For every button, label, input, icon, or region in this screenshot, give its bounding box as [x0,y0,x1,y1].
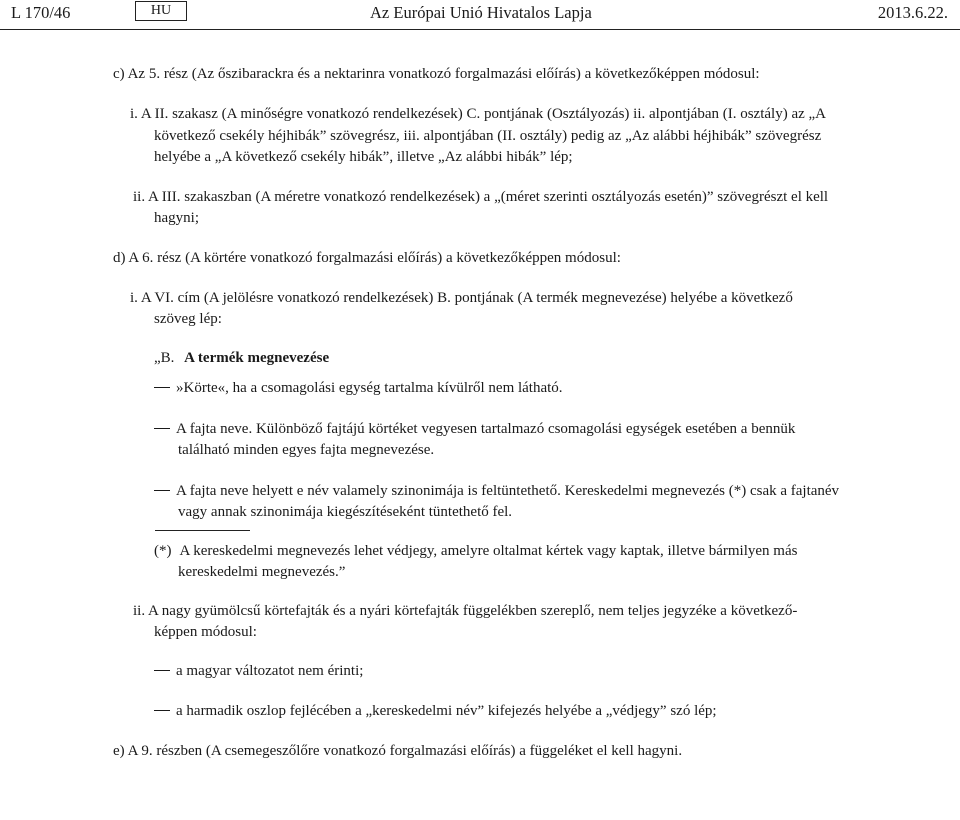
journal-title: Az Európai Unió Hivatalos Lapja [370,3,592,22]
point-e-intro: e) A 9. részben (A csemegeszőlőre vonatkozó forgalmazási előírás) a függeléket el kell hagyni. [113,743,683,759]
d-ii-dash-2-text: a harmadik oszlop fejlécében a „kereskedelmi név” kifejezés helyébe a „védjegy” szó lép; [176,703,717,719]
point-c-i-line1: i. A II. szakasz (A minőségre vonatkozó rendelkezések) C. pontjának (Osztályozás) ii. alpontjában (I. osztály) az „A [130,106,827,122]
footnote-line1 [154,541,797,561]
point-c-i-line3: helyébe a „A következő csekély hibák”, illetve „Az alábbi hibák” lép; [154,149,573,165]
point-c-ii-line1: ii. A III. szakaszban (A méretre vonatkozó rendelkezések) a „(méret szerinti osztályozás esetén)” szövegrészt el kell [133,189,829,205]
dash-item-3-text1: A fajta neve helyett e név valamely szinonimája is feltüntethető. Kereskedelmi megnevezés (*) csak a fajtanév [176,483,840,499]
point-d-i-line2: szöveg lép: [154,311,222,327]
point-d-intro: d) A 6. rész (A körtére vonatkozó forgalmazási előírás) a következőképpen módosul: [113,250,621,266]
dash-marker [154,670,170,671]
dash-item-3-line1 [154,481,839,501]
point-d-i-line1: i. A VI. cím (A jelölésre vonatkozó rendelkezések) B. pontjának (A termék megnevezése) helyébe a következő [130,290,793,306]
dash-item-2-text1: A fajta neve. Különböző fajtájú körtéket vegyesen tartalmazó csomagolási egységek esetében a bennük [176,421,796,437]
footnote-text1: A kereskedelmi megnevezés lehet védjegy, amelyre oltalmat kértek vagy kaptak, illetve bármilyen más [179,543,798,559]
point-c-ii-line2: hagyni; [154,210,199,226]
page-reference: L 170/46 [11,3,71,22]
footnote-line2: kereskedelmi megnevezés.” [178,564,346,580]
dash-item-1-text: »Körte«, ha a csomagolási egység tartalma kívülről nem látható. [176,380,563,396]
section-heading [154,348,329,368]
point-c-i-line2: következő csekély héjhibák” szövegrész, iii. alpontjában (II. osztály) pedig az „Az alábbi héjhibák” szövegrész [154,128,822,144]
dash-item-1 [154,378,563,398]
dash-marker [154,428,170,429]
dash-item-3-line2: vagy annak szinonimája kiegészítéseként tüntethető fel. [178,504,513,520]
d-ii-dash-1 [154,661,363,681]
dash-marker [154,710,170,711]
quote-open: „B. [154,350,175,366]
language-badge: HU [135,1,187,21]
publication-date: 2013.6.22. [877,3,948,22]
d-ii-dash-2 [154,701,717,721]
point-d-ii-line2: képpen módosul: [154,624,257,640]
point-c-intro: c) Az 5. rész (Az őszibarackra és a nektarinra vonatkozó forgalmazási előírás) a következőképpen módosul: [113,66,760,82]
d-ii-dash-1-text: a magyar változatot nem érinti; [176,663,364,679]
dash-item-2-line1 [154,419,795,439]
dash-marker [154,387,170,388]
point-d-ii-line1: ii. A nagy gyümölcsű körtefajták és a nyári körtefajták függelékben szereplő, nem teljes jegyzéke a következő- [133,603,798,619]
dash-item-2-line2: található minden egyes fajta megnevezése. [178,442,435,458]
section-title: A termék megnevezése [184,350,330,366]
dash-marker [154,490,170,491]
footnote-mark: (*) [154,543,172,559]
header-rule [0,29,960,30]
footnote-rule [155,530,250,531]
page-header [0,0,960,32]
